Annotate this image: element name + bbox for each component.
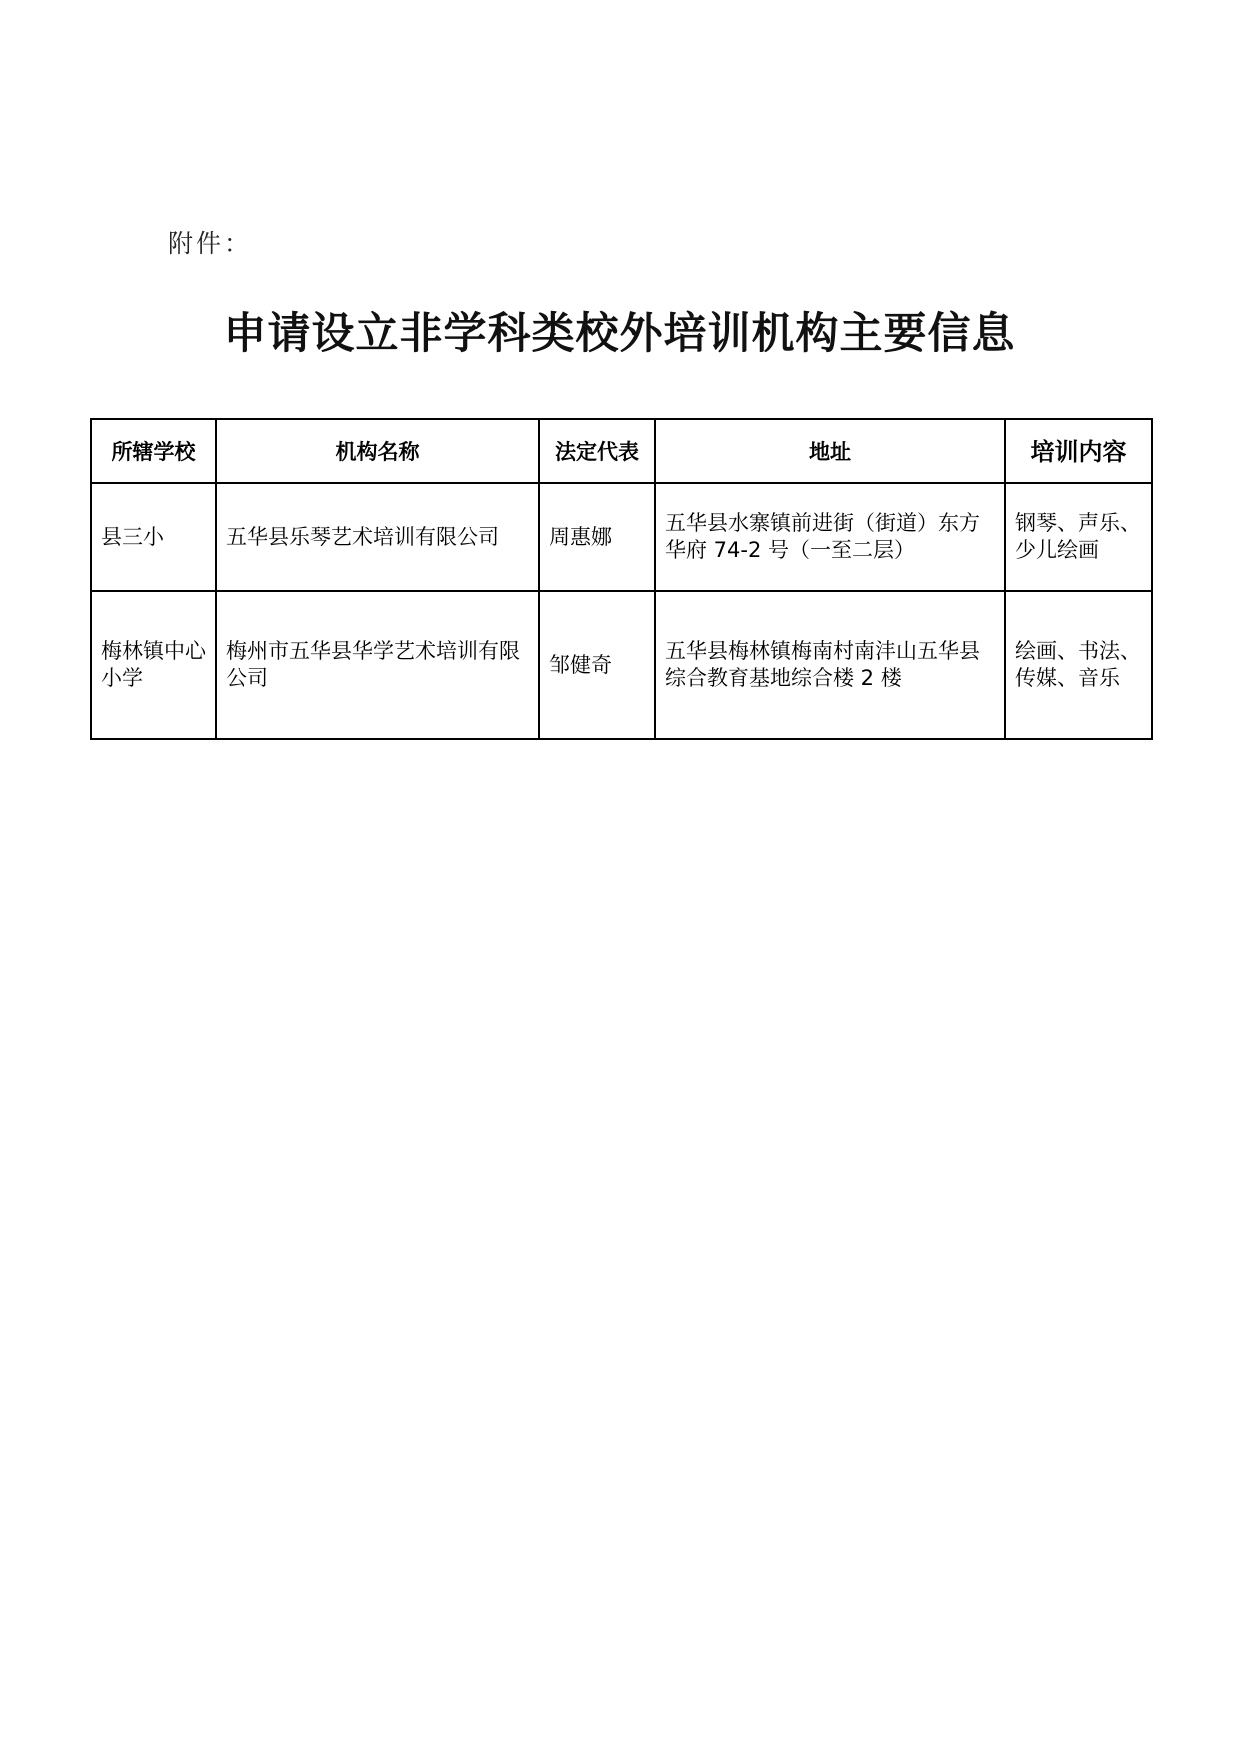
- cell-address: 五华县水寨镇前进街（街道）东方华府 74-2 号（一至二层）: [655, 483, 1005, 591]
- institution-info-table: [90, 418, 1153, 740]
- header-org-name: 机构名称: [216, 419, 539, 483]
- cell-org-name: 五华县乐琴艺术培训有限公司: [216, 483, 539, 591]
- cell-training-content: 绘画、书法、传媒、音乐: [1005, 591, 1152, 739]
- cell-org-name: 梅州市五华县华学艺术培训有限公司: [216, 591, 539, 739]
- header-training-content: 培训内容: [1005, 419, 1152, 483]
- header-school: 所辖学校: [91, 419, 216, 483]
- cell-legal-rep: 邹健奇: [539, 591, 655, 739]
- cell-training-content: 钢琴、声乐、少儿绘画: [1005, 483, 1152, 591]
- document-title: 申请设立非学科类校外培训机构主要信息: [223, 309, 1016, 359]
- cell-address: 五华县梅林镇梅南村南沣山五华县综合教育基地综合楼 2 楼: [655, 591, 1005, 739]
- attachment-label: 附件：: [168, 229, 253, 258]
- cell-legal-rep: 周惠娜: [539, 483, 655, 591]
- table-header-row: [91, 419, 1152, 483]
- cell-school: 梅林镇中心小学: [91, 591, 216, 739]
- cell-school: 县三小: [91, 483, 216, 591]
- table-row: [91, 483, 1152, 591]
- header-address: 地址: [655, 419, 1005, 483]
- header-legal-rep: 法定代表: [539, 419, 655, 483]
- table-row: [91, 591, 1152, 739]
